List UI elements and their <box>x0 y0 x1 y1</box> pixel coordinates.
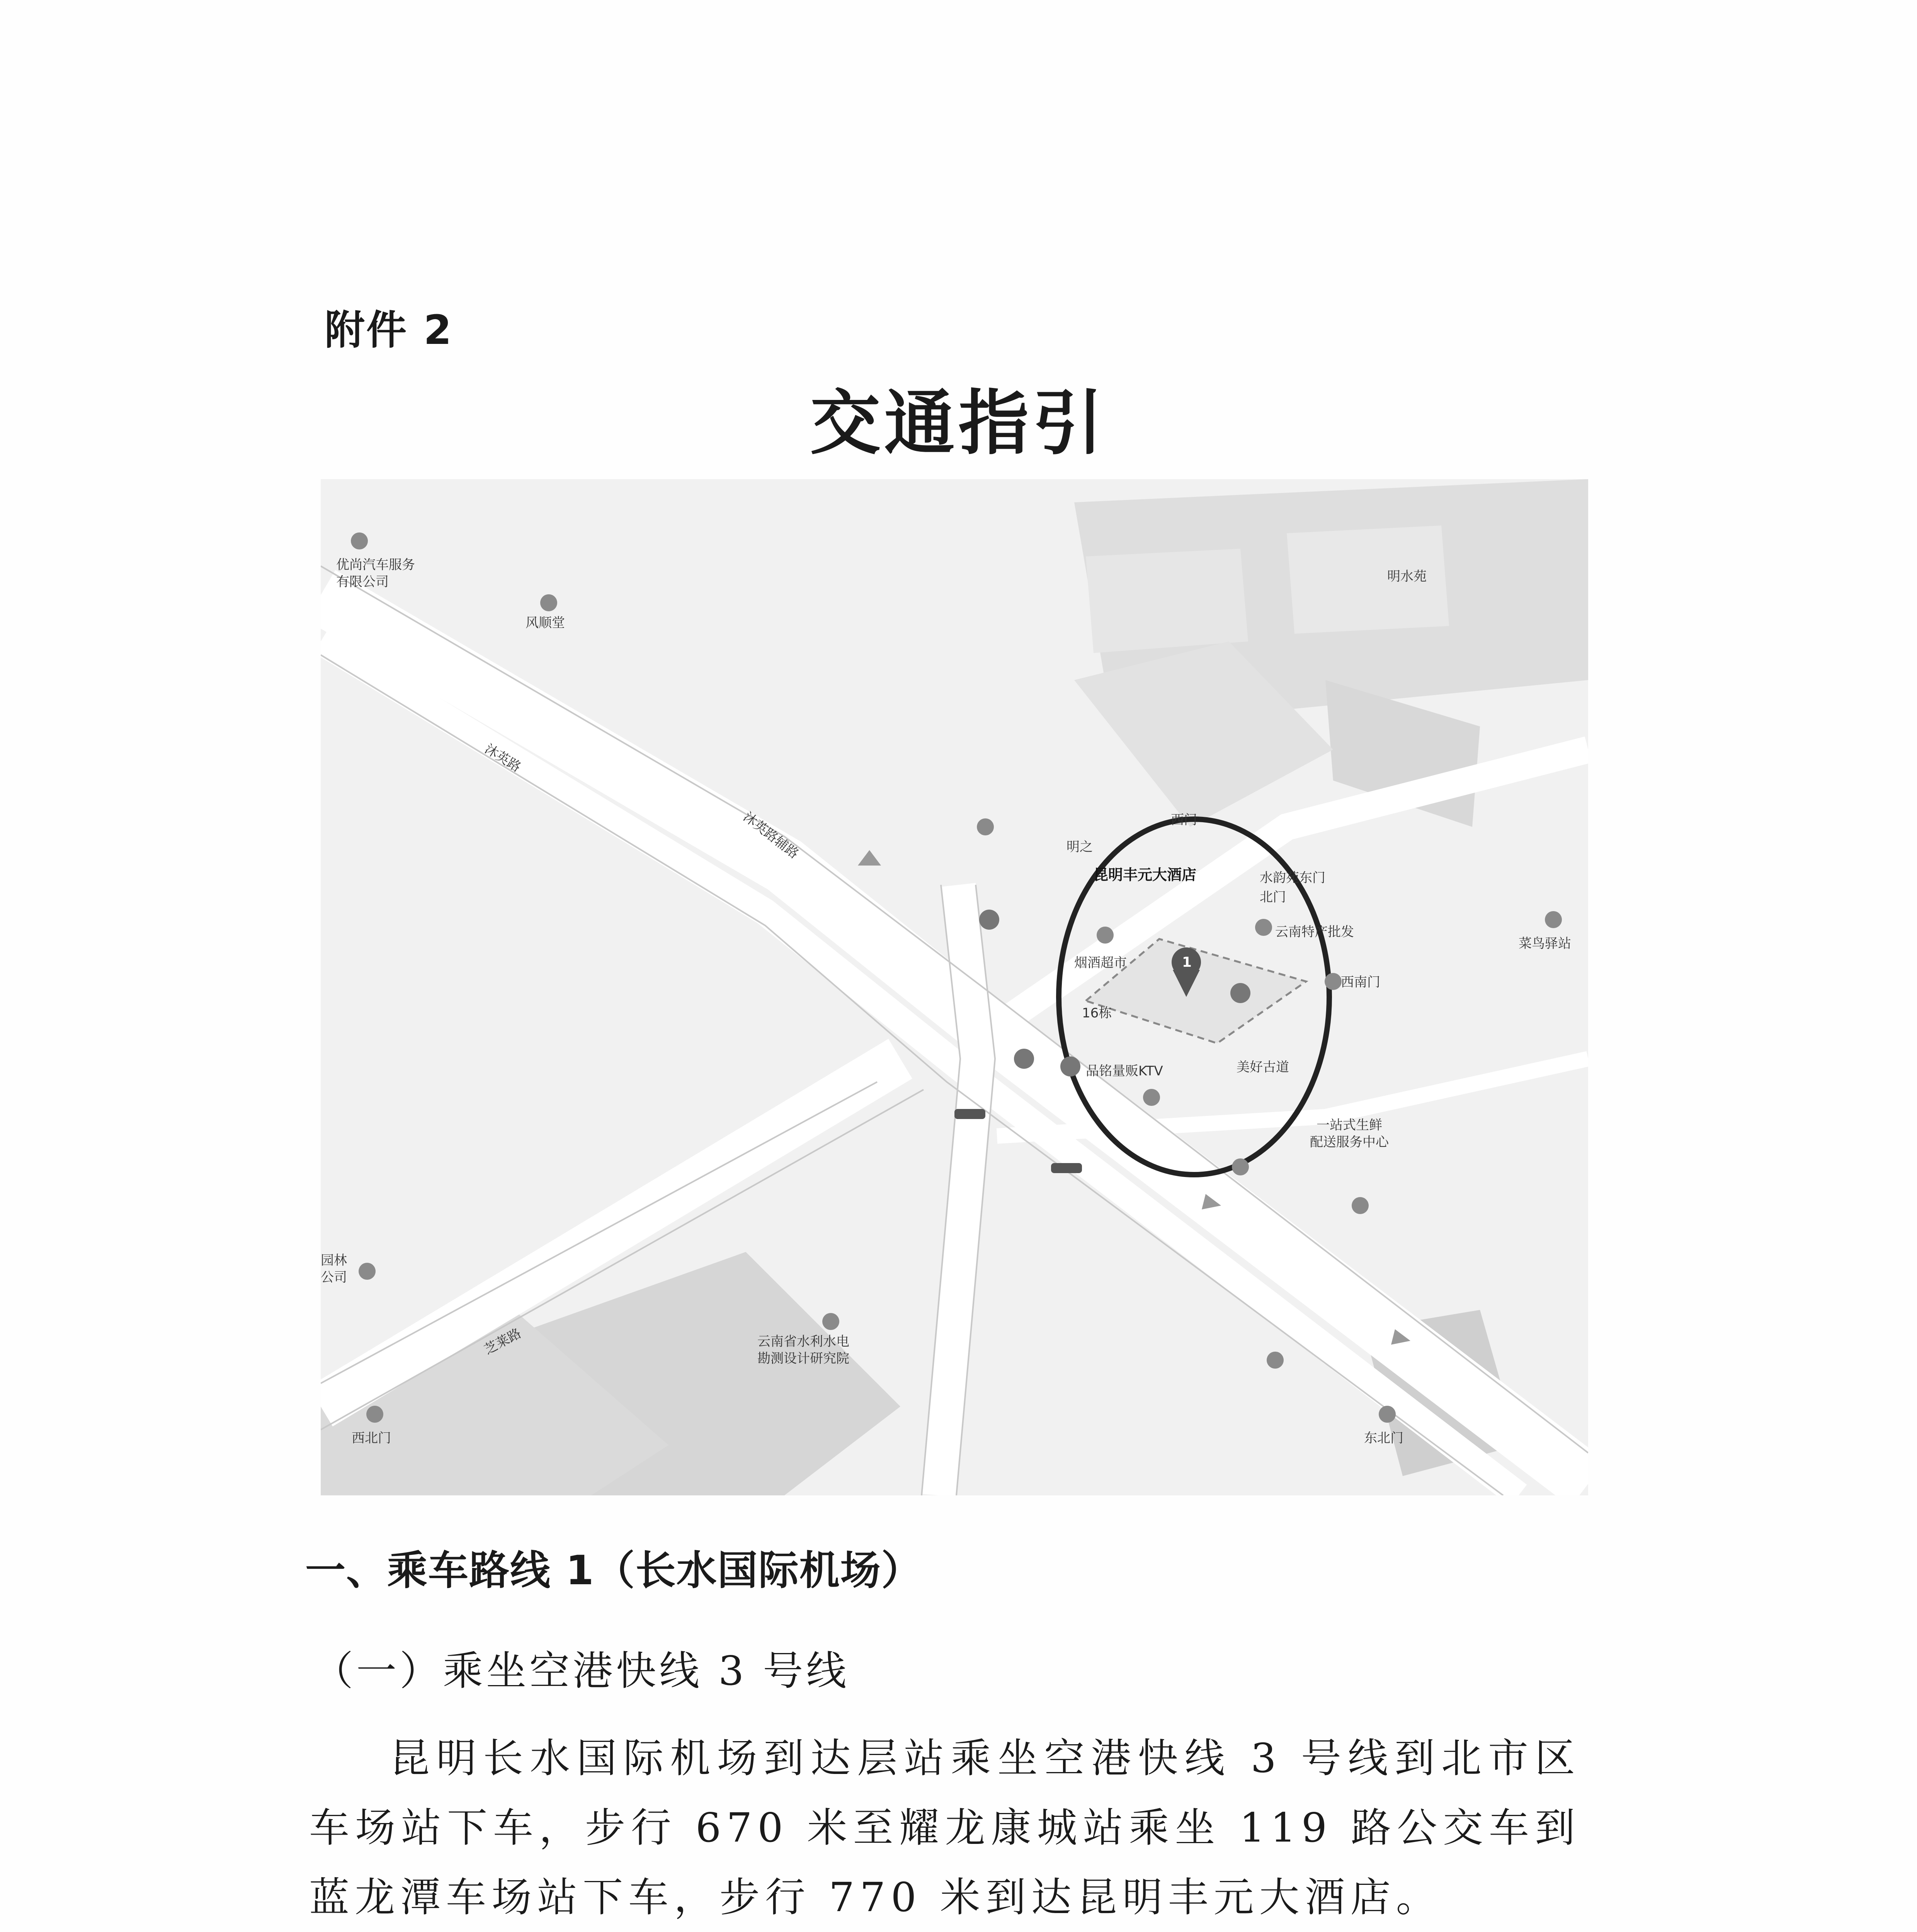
section-heading: 一、乘车路线 1（长水国际机场） <box>305 1547 922 1594</box>
attachment-label: 附件 2 <box>325 306 453 354</box>
poi-water-institute: 云南省水利水电 勘测设计研究院 <box>757 1334 849 1367</box>
poi-shuiyuan-east: 水韵苑东门 <box>1260 870 1325 886</box>
poi-beimen: 北门 <box>1260 889 1286 905</box>
pin-number: 1 <box>1182 954 1192 970</box>
poi-caoniao: 菜鸟驿站 <box>1519 936 1571 951</box>
road-label-mu: 沐英路 <box>482 741 524 776</box>
subsection-heading-1: （一）乘坐空港快线 3 号线 <box>313 1647 850 1694</box>
page-title: 交通指引 <box>810 382 1107 464</box>
poi-bldg-16: 16栋 <box>1082 1005 1112 1021</box>
poi-mingzhi: 明之 <box>1067 839 1093 855</box>
poi-xibeimen: 西北门 <box>352 1430 391 1446</box>
location-map[interactable] <box>321 479 1588 1495</box>
route-paragraph-1: 昆明长水国际机场到达层站乘坐空港快线 3 号线到北市区车场站下车，步行 670 米至耀龙康城站乘坐 119 路公交车到蓝龙潭车场站下车，步行 770 米到达昆明丰元大酒店。 <box>309 1735 1580 1921</box>
road-label-mu-aux: 沐英路辅路 <box>740 809 802 862</box>
poi-yanjiu: 烟酒超市 <box>1074 955 1127 971</box>
poi-delivery: 一站式生鲜 配送服务中心 <box>1310 1117 1389 1150</box>
poi-food-street: 美好古道 <box>1237 1060 1289 1075</box>
poi-yuanlin: 园林 公司 <box>321 1253 347 1286</box>
poi-xinanmen: 西南门 <box>1341 975 1380 990</box>
poi-fengshui: 风顺堂 <box>526 615 565 631</box>
poi-mingshui: 明水苑 <box>1387 569 1427 584</box>
hotel-label[interactable]: 昆明丰元大酒店 <box>1094 866 1197 883</box>
poi-dongbeimen: 东北门 <box>1364 1430 1403 1446</box>
road-label-zhi: 芝莱路 <box>481 1325 524 1358</box>
poi-ximen: 西门 <box>1171 812 1197 828</box>
poi-youhang: 优尚汽车服务 有限公司 <box>336 557 415 590</box>
poi-yunnan-special: 云南特产批发 <box>1275 924 1354 940</box>
poi-ktv: 品铭量贩KTV <box>1086 1063 1163 1079</box>
